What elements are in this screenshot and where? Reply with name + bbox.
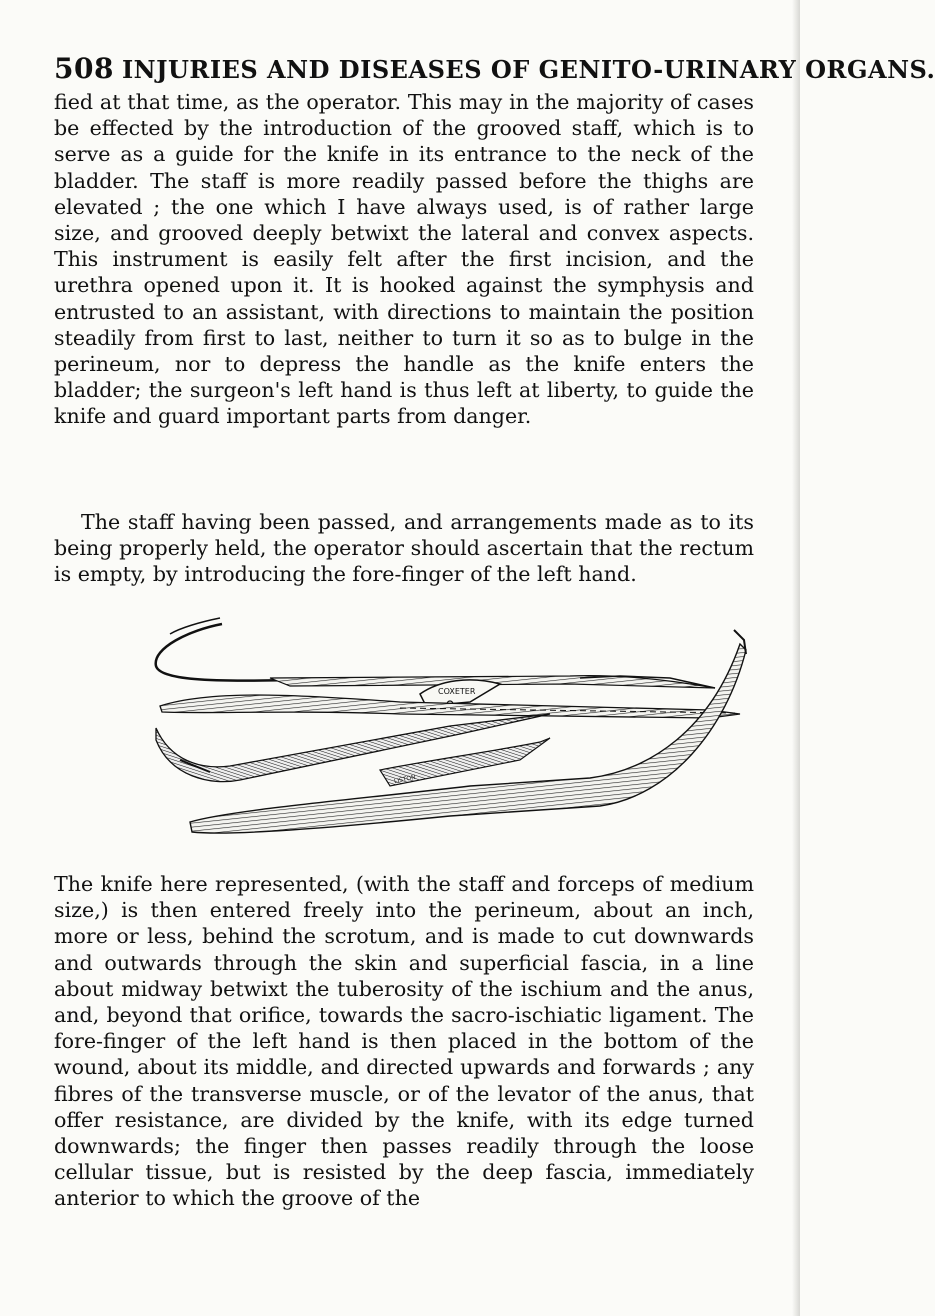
paragraph-1: fied at that time, as the operator. This may in the majority of cases be effected by the introduction of the grooved staff, which is to serve as a guide for the knife in its entrance to the neck of the bladder. The staff is more readily passed before the thighs are elevated ; the one which I have always used, is of rather large size, and grooved deeply betwixt the lateral and convex aspects. This instrument is easily felt after the first incision, and the urethra opened upon it. It is hooked against the symphysis and entrusted to an assistant, with directions to maintain the position steadily from first to last, neither to turn it so as to bulge in the perineum, nor to depress the handle as the knife enters the bladder; the surgeon's left hand is thus left at liberty, to guide the knife and guard important parts from danger. bbox=[54, 90, 754, 429]
instruments-engraving bbox=[150, 610, 750, 842]
running-title: INJURIES AND DISEASES OF GENITO-URINARY ORGANS. bbox=[121, 55, 935, 84]
forceps-lower-blade bbox=[156, 714, 550, 782]
surgical-instruments-figure bbox=[150, 610, 750, 842]
staff-mark-text: LISTON bbox=[393, 773, 417, 786]
page-edge-shadow bbox=[792, 0, 800, 1316]
forceps-hook bbox=[156, 618, 290, 681]
maker-mark-text: COXETER bbox=[438, 687, 476, 696]
paragraph-3: The knife here represented, (with the staff and forceps of medium size,) is then entered freely into the perineum, about an inch, more or less, behind the scrotum, and is made to cut downwards and outwards through the skin and superficial fascia, in a line about midway betwixt the tuberosity of the ischium and the anus, and, beyond that orifice, towards the sacro-ischiatic ligament. The fore-finger of the left hand is then placed in the bottom of the wound, about its middle, and directed upwards and forwards ; any fibres of the transverse muscle, or of the levator of the anus, that offer resistance, are divided by the knife, with its edge turned downwards; the finger then passes readily through the loose cellular tissue, but is resisted by the deep fascia, immediately anterior to which the groove of the bbox=[54, 872, 754, 1211]
page-number: 508 bbox=[54, 52, 114, 85]
paragraph-2: The staff having been passed, and arrangements made as to its being properly held, the operator should ascertain that the rectum is empty, by introducing the fore-finger of the left hand. bbox=[54, 510, 754, 587]
page-header bbox=[54, 52, 935, 88]
